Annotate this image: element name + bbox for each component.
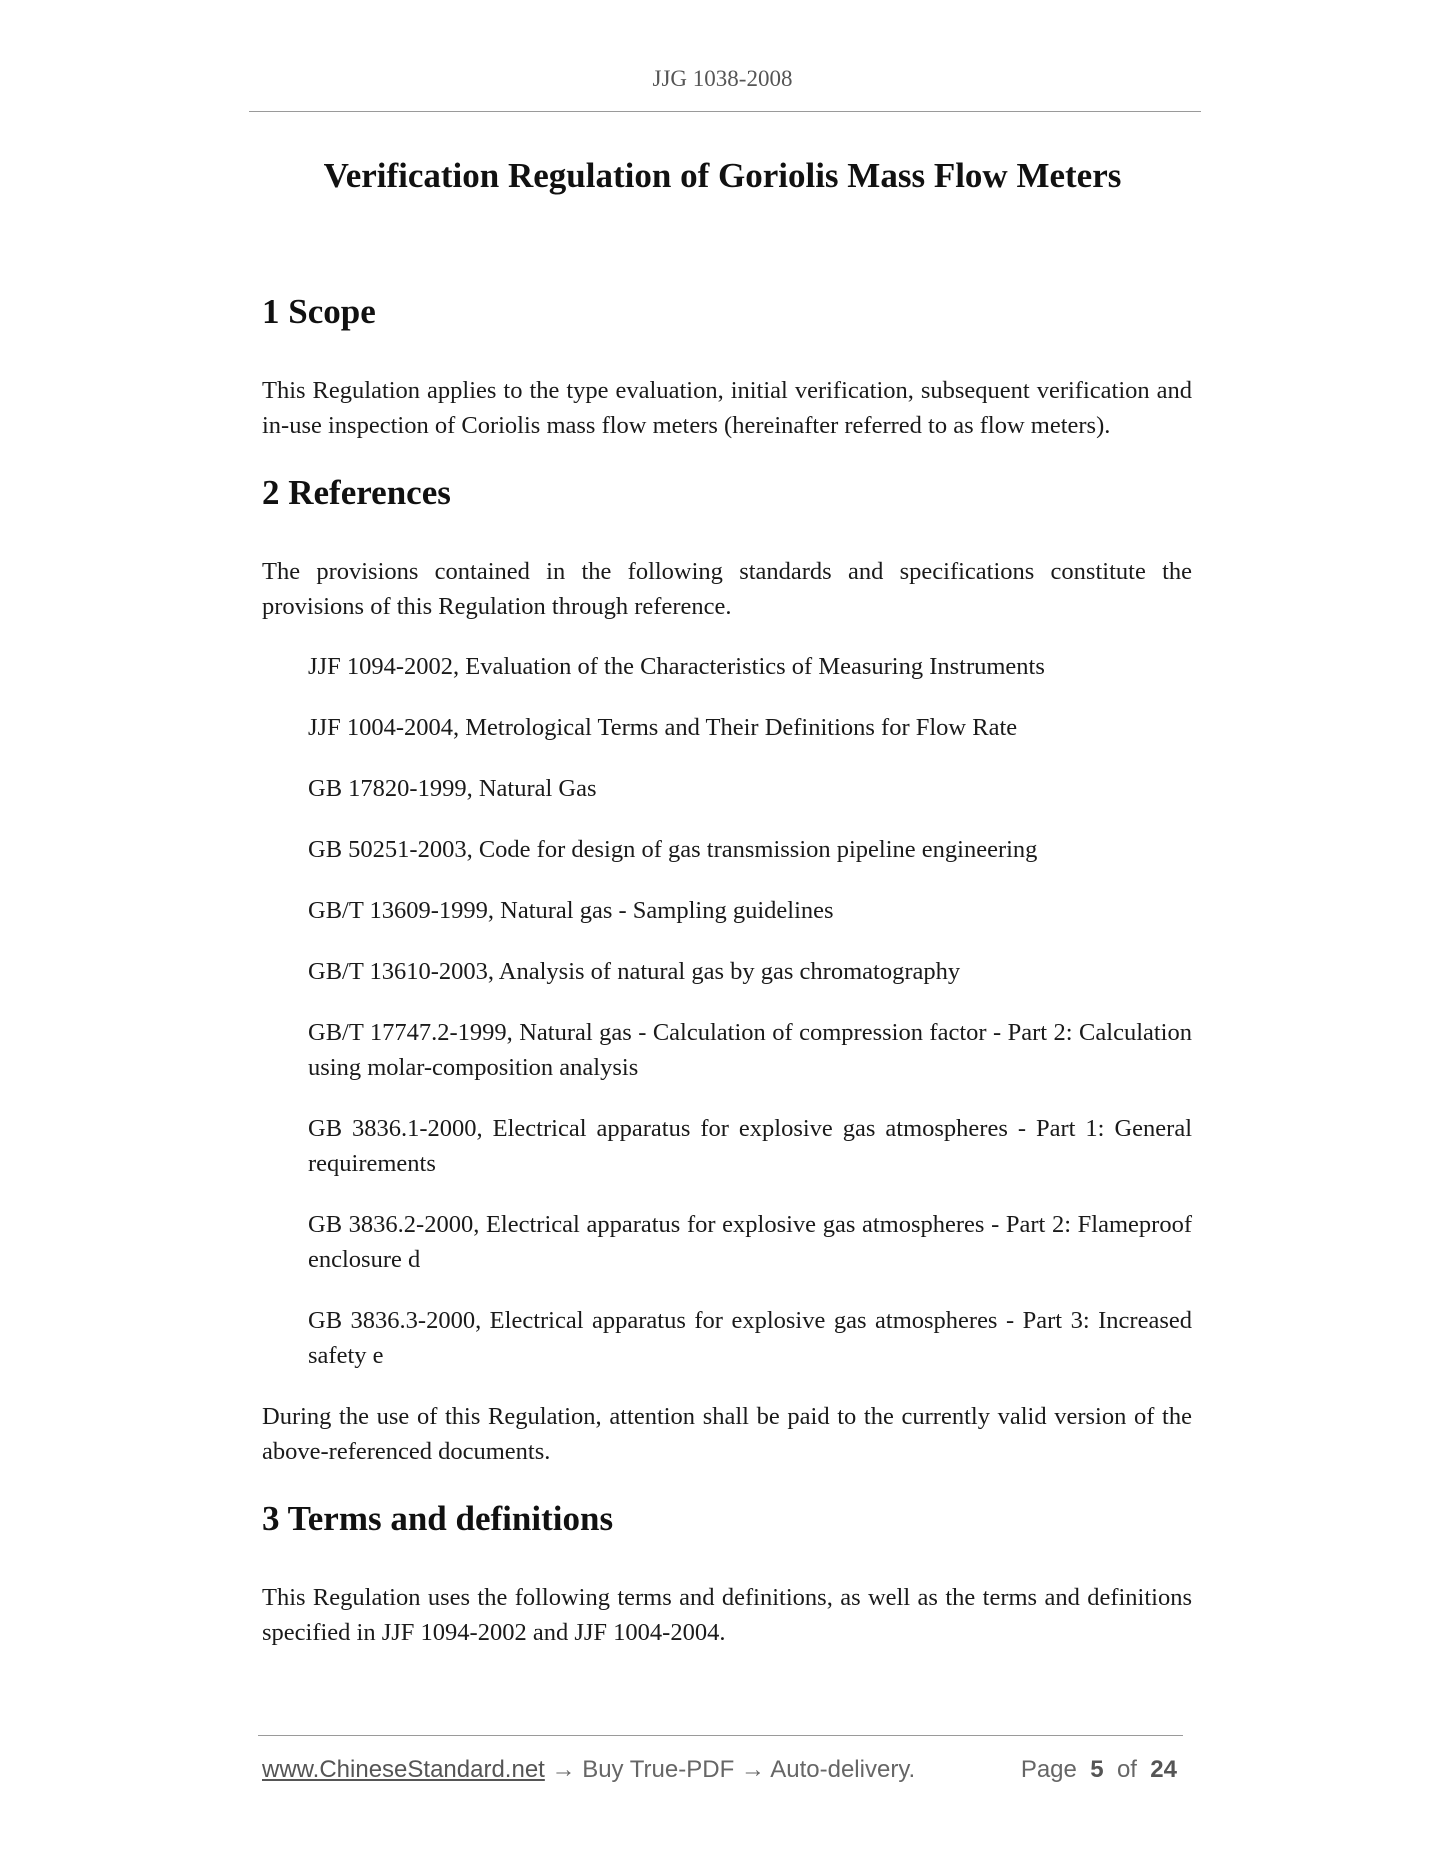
of-label: of: [1116, 1756, 1137, 1783]
reference-item: JJF 1094-2002, Evaluation of the Characteristics of Measuring Instruments: [308, 653, 1045, 680]
document-body: [262, 286, 1192, 1650]
reference-item: GB/T 13609-1999, Natural gas - Sampling guidelines: [308, 897, 834, 924]
footer-site-link[interactable]: www.ChineseStandard.net: [262, 1756, 545, 1783]
page-label: Page: [1020, 1756, 1077, 1783]
references-intro-paragraph: The provisions contained in the following standards and specifications constitute the provisions of this Regulation through reference.: [262, 558, 1192, 620]
reference-item: GB/T 17747.2-1999, Natural gas - Calculation of compression factor - Part 2: Calculation using molar-composition analysis: [308, 1019, 1192, 1081]
reference-item: GB 3836.1-2000, Electrical apparatus for explosive gas atmospheres - Part 1: General requirements: [308, 1115, 1192, 1177]
footer-divider: [258, 1735, 1183, 1736]
reference-item: GB 3836.3-2000, Electrical apparatus for explosive gas atmospheres - Part 3: Increased safety e: [308, 1307, 1192, 1369]
scope-paragraph: This Regulation applies to the type evaluation, initial verification, subsequent verification and in-use inspection of Coriolis mass flow meters (hereinafter referred to as flow meters).: [262, 377, 1192, 439]
footer-delivery-text: Auto-delivery.: [770, 1756, 916, 1783]
references-list: [262, 649, 1192, 1373]
footer-buy-text: Buy True-PDF: [582, 1756, 735, 1783]
terms-paragraph: This Regulation uses the following terms and definitions, as well as the terms and definitions specified in JJF 1094-2002 and JJF 1004-2004.: [262, 1584, 1192, 1646]
header-divider: [249, 111, 1201, 112]
arrow-right-icon: →: [740, 1756, 765, 1783]
page-footer: [262, 1756, 1182, 1786]
references-outro-paragraph: During the use of this Regulation, attention shall be paid to the currently valid version of the above-referenced documents.: [262, 1403, 1192, 1465]
section-heading-references: 2 References: [262, 473, 451, 512]
section-heading-terms: 3 Terms and definitions: [262, 1499, 614, 1538]
current-page-number: 5: [1090, 1756, 1104, 1783]
total-pages-number: 24: [1150, 1756, 1177, 1783]
header-doc-code: JJG 1038-2008: [652, 66, 793, 91]
reference-item: JJF 1004-2004, Metrological Terms and Their Definitions for Flow Rate: [308, 714, 1018, 741]
page-number: [1021, 1756, 1177, 1784]
reference-item: GB 50251-2003, Code for design of gas transmission pipeline engineering: [308, 836, 1038, 863]
reference-item: GB 17820-1999, Natural Gas: [308, 775, 597, 802]
document-title: Verification Regulation of Goriolis Mass Flow Meters: [323, 156, 1122, 195]
section-heading-scope: 1 Scope: [262, 292, 376, 331]
arrow-right-icon: →: [551, 1756, 576, 1783]
reference-item: GB/T 13610-2003, Analysis of natural gas by gas chromatography: [308, 958, 961, 985]
reference-item: GB 3836.2-2000, Electrical apparatus for explosive gas atmospheres - Part 2: Flameproof enclosure d: [308, 1211, 1192, 1273]
